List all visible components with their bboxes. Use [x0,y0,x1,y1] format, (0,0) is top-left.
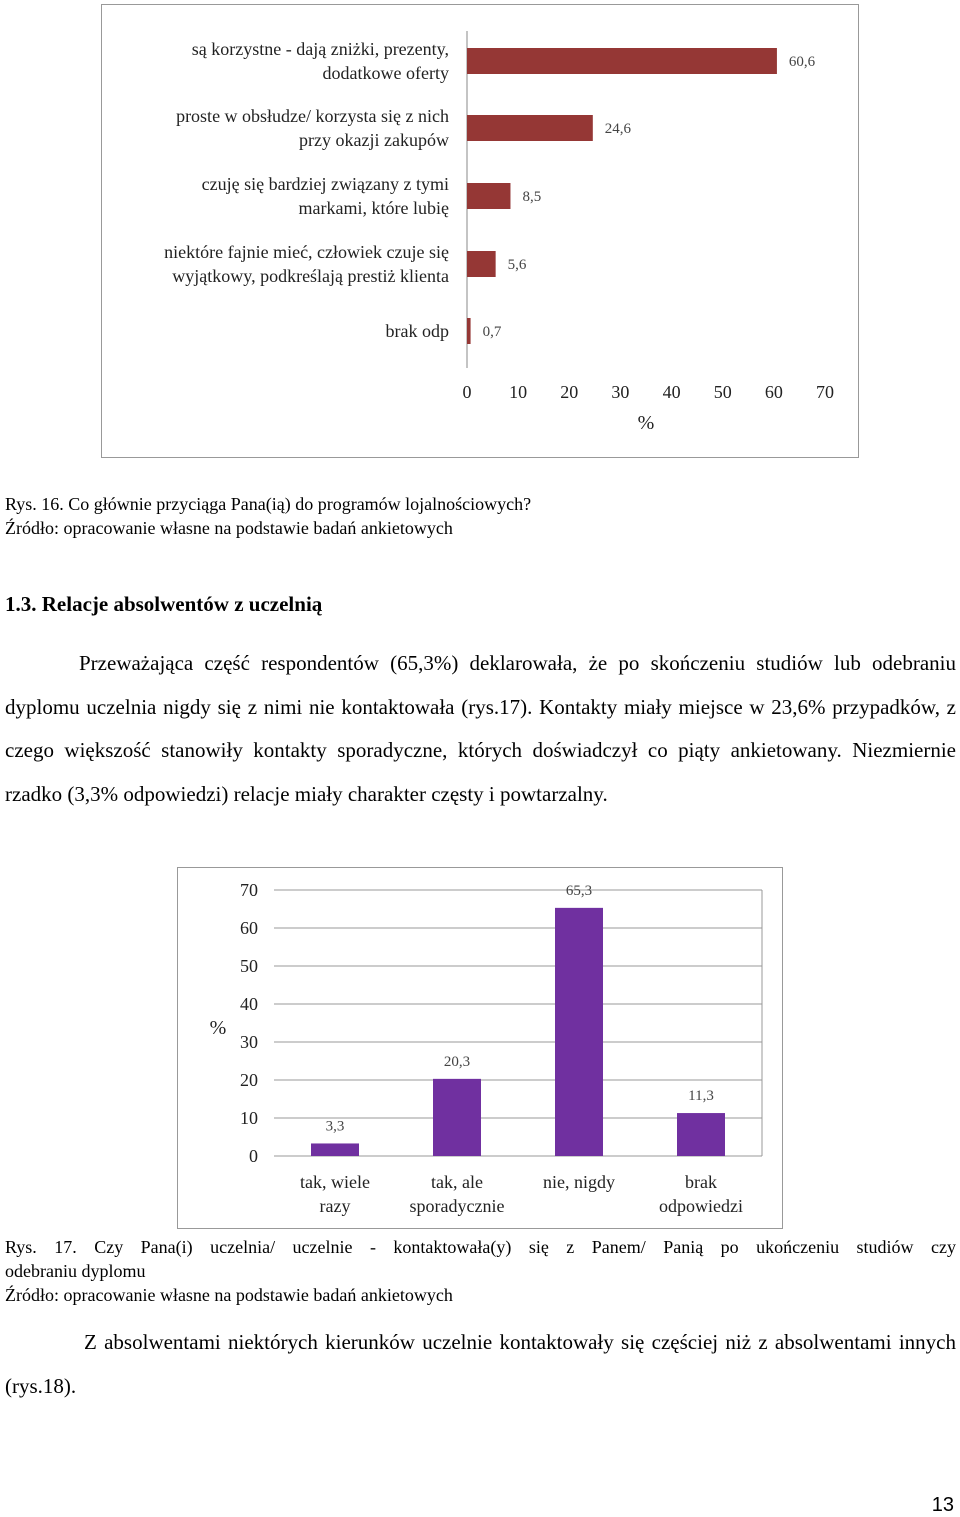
y-tick-label: 70 [240,880,258,900]
paragraph-2-text: Z absolwentami niektórych kierunków uczelnie kontaktowały się częściej niż z absolwentami innych (rys.18). [5,1330,956,1398]
chart-university-contact [177,867,783,1229]
x-tick-label: 0 [462,382,472,402]
category-label: czuję się bardziej związany z tymi [201,174,449,194]
chart-loyalty-svg [102,5,860,459]
x-tick-label: 50 [713,382,732,402]
data-label: 24,6 [604,121,632,137]
y-tick-label: 10 [240,1108,258,1128]
y-tick-label: 60 [240,918,258,938]
category-label: są korzystne - dają zniżki, prezenty, [191,39,449,59]
data-label: 11,3 [688,1088,714,1105]
bar [677,1113,725,1156]
data-label: 5,6 [507,257,527,273]
category-label: nie, nigdy [543,1172,615,1192]
y-tick-label: 40 [240,994,258,1014]
section-heading: 1.3. Relacje absolwentów z uczelnią [5,592,323,616]
category-label: markami, które lubię [298,198,449,218]
x-tick-label: 10 [509,382,528,402]
category-label: brak odp [385,321,449,341]
paragraph-1-text: Przeważająca część respondentów (65,3%) deklarowała, że po skończeniu studiów lub odebraniu dyplomu uczelnia nigdy się z nimi nie kontaktowała (rys.17). Kontakty miały miejsce w 23,6% przypadków, z czego większość stanowiły kontakty sporadyczne, których doświadczył co piąty ankietowany. Niezmiernie rzadko (3,3% odpowiedzi) relacje miały charakter częsty i powtarzalny. [5,651,956,806]
bar [311,1143,359,1156]
x-axis-title: % [637,412,655,434]
bar [467,48,777,74]
x-tick-label: 70 [816,382,834,402]
chart-contact-svg [178,868,784,1230]
y-tick-label: 20 [240,1070,258,1090]
y-tick-label: 50 [240,956,258,976]
category-label: sporadycznie [409,1196,505,1216]
data-label: 3,3 [325,1118,345,1135]
category-label: proste w obsłudze/ korzysta się z nich [176,106,449,126]
figure-caption-16: Rys. 16. Co głównie przyciąga Pana(ią) do programów lojalnościowych? [5,494,532,514]
x-tick-label: 30 [611,382,630,402]
data-label: 65,3 [565,882,593,899]
bar [467,251,496,277]
category-label: odpowiedzi [659,1196,743,1216]
category-label: tak, ale [431,1172,483,1192]
figure-caption-17-line1: Rys. 17. Czy Pana(i) uczelnia/ uczelnie - kontaktowała(y) się z Panem/ Panią po ukończeniu studiów czy [5,1237,956,1257]
y-axis-title: % [209,1017,227,1039]
x-tick-label: 40 [662,382,681,402]
category-label: dodatkowe oferty [322,63,449,83]
data-label: 8,5 [522,189,542,205]
paragraph-1 [5,642,956,816]
y-tick-label: 30 [240,1032,258,1052]
data-label: 60,6 [788,54,816,70]
category-label: brak [685,1172,717,1192]
category-label: przy okazji zakupów [299,130,449,150]
category-label: tak, wiele [300,1172,370,1192]
bar [433,1079,481,1156]
x-tick-label: 60 [764,382,783,402]
bar [467,115,593,141]
source-note-2: Źródło: opracowanie własne na podstawie badań ankietowych [5,1285,453,1305]
data-label: 20,3 [443,1053,471,1070]
source-note-1: Źródło: opracowanie własne na podstawie badań ankietowych [5,518,453,538]
bar [467,318,471,344]
category-label: razy [319,1196,351,1216]
y-tick-label: 0 [249,1146,258,1166]
category-label: niektóre fajnie mieć, człowiek czuje się [164,242,449,262]
x-tick-label: 20 [560,382,579,402]
page-number: 13 [931,1494,954,1516]
chart-loyalty-programs [101,4,859,458]
data-label: 0,7 [482,324,502,340]
category-label: wyjątkowy, podkreślają prestiż klienta [172,266,449,286]
bar [467,183,510,209]
bar [555,908,603,1156]
paragraph-2 [5,1321,956,1408]
figure-caption-17-line2: odebraniu dyplomu [5,1261,146,1281]
